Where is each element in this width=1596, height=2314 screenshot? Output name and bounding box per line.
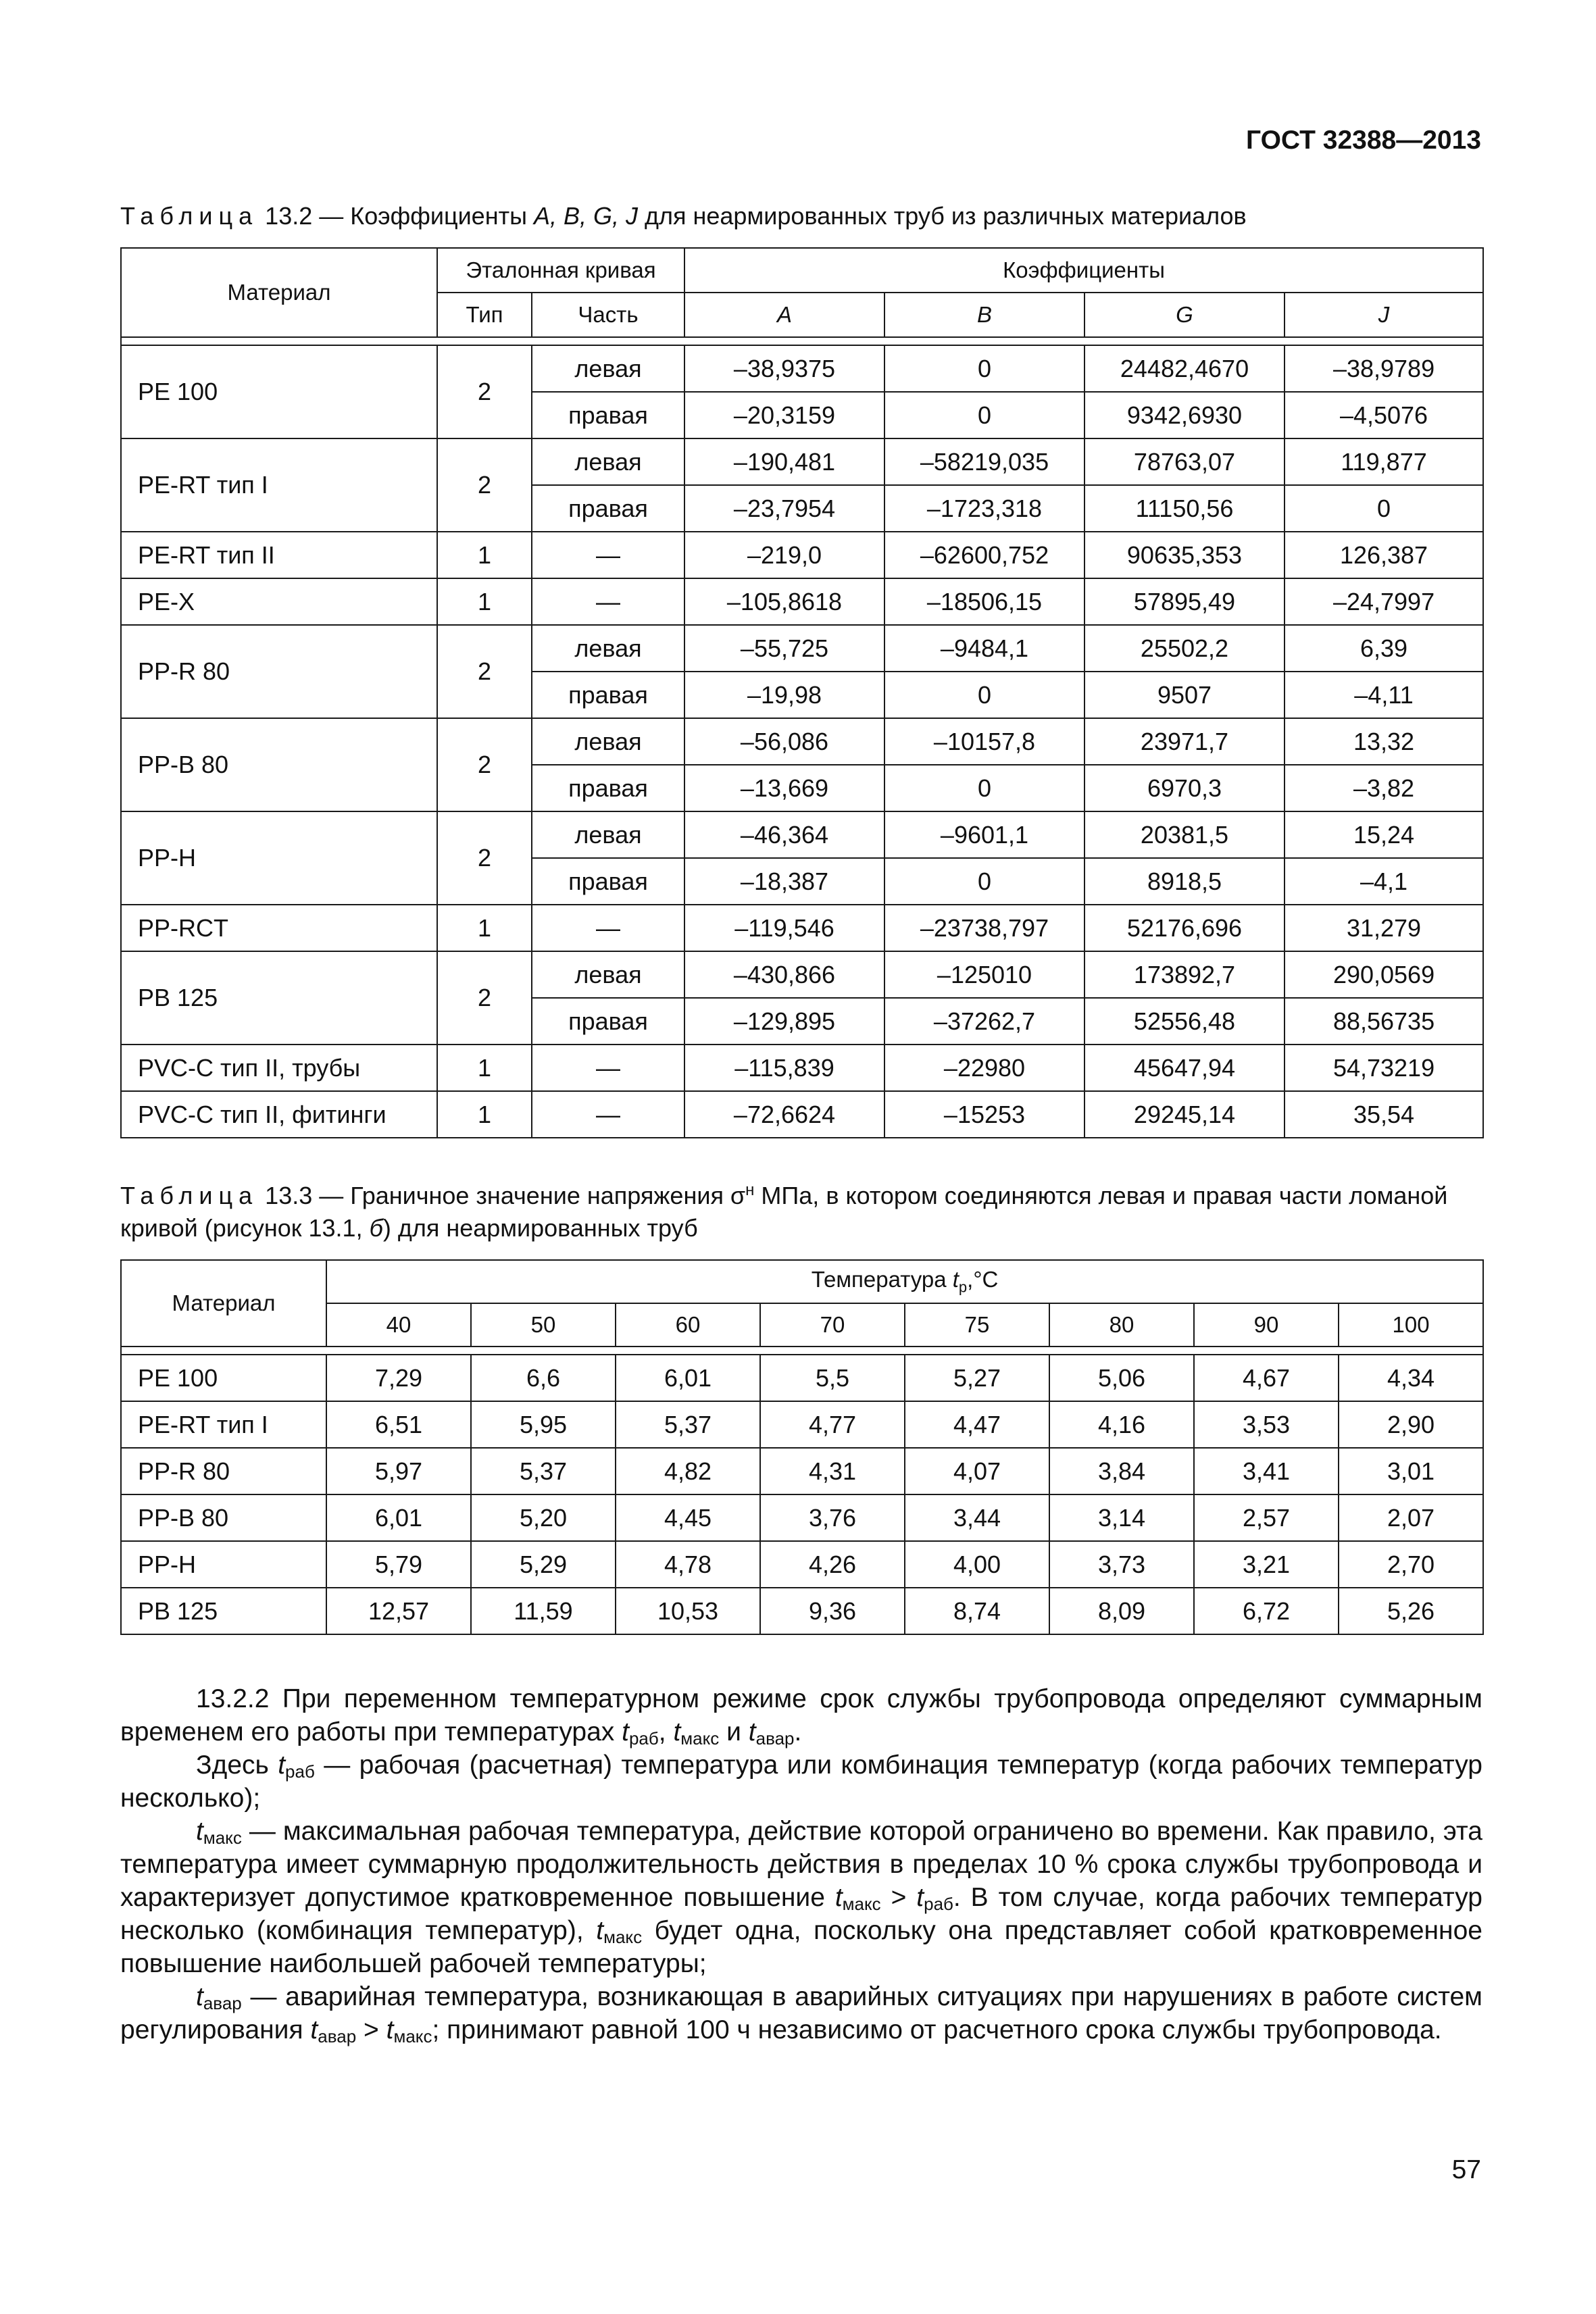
value-cell: 3,41 <box>1194 1448 1339 1494</box>
type-cell: 2 <box>437 438 532 532</box>
caption-tail: для неармированных труб из различных материалов <box>638 202 1247 230</box>
table-row <box>121 578 1483 625</box>
coef-j-cell: 13,32 <box>1285 718 1483 765</box>
caption-text: 13.3 — Граничное значение напряжения σ <box>265 1182 746 1209</box>
header-temperature-sub: р <box>958 1278 968 1296</box>
header-temp-value: 60 <box>616 1303 760 1347</box>
material-cell: PP-B 80 <box>121 1494 326 1541</box>
material-cell: PE-RT тип II <box>121 532 437 578</box>
caption-tail: ) для неармированных труб <box>382 1214 698 1242</box>
value-cell: 6,51 <box>326 1401 471 1448</box>
header-temperature-symbol: t <box>952 1267 959 1292</box>
coef-b-cell: 0 <box>884 858 1084 905</box>
body-text <box>120 1682 1482 2046</box>
coef-j-cell: –24,7997 <box>1285 578 1483 625</box>
header-coefficients: Коэффициенты <box>684 248 1483 293</box>
coef-a-cell: –119,546 <box>684 905 884 951</box>
coef-j-cell: 31,279 <box>1285 905 1483 951</box>
value-cell: 4,26 <box>760 1541 905 1588</box>
coef-j-cell: 15,24 <box>1285 811 1483 858</box>
coef-b-cell: –18506,15 <box>884 578 1084 625</box>
text-run: Здесь <box>196 1751 278 1780</box>
caption-italic: б <box>369 1214 383 1242</box>
coef-b-cell: 0 <box>884 765 1084 811</box>
material-cell: PE 100 <box>121 1355 326 1401</box>
subscript-maks: макс <box>603 1927 643 1947</box>
symbol-t: t <box>622 1717 629 1746</box>
caption-label: Таблица <box>120 202 259 230</box>
value-cell: 2,07 <box>1339 1494 1483 1541</box>
coef-b-cell: 0 <box>884 345 1084 392</box>
coef-b-cell: –23738,797 <box>884 905 1084 951</box>
caption-vars: A, B, G, J <box>533 202 638 230</box>
caption-label: Таблица <box>120 1182 259 1209</box>
coef-a-cell: –105,8618 <box>684 578 884 625</box>
value-cell: 12,57 <box>326 1588 471 1634</box>
part-cell: — <box>532 1045 684 1091</box>
coef-g-cell: 29245,14 <box>1084 1091 1285 1138</box>
coef-b-cell: –22980 <box>884 1045 1084 1091</box>
value-cell: 2,90 <box>1339 1401 1483 1448</box>
value-cell: 3,73 <box>1049 1541 1194 1588</box>
coef-j-cell: –3,82 <box>1285 765 1483 811</box>
material-cell: PE-RT тип I <box>121 438 437 532</box>
type-cell: 1 <box>437 532 532 578</box>
coef-a-cell: –129,895 <box>684 998 884 1045</box>
symbol-t: t <box>386 2015 394 2044</box>
coef-b-cell: –9484,1 <box>884 625 1084 672</box>
coef-j-cell: 290,0569 <box>1285 951 1483 998</box>
coef-j-cell: –38,9789 <box>1285 345 1483 392</box>
part-cell: — <box>532 532 684 578</box>
value-cell: 5,37 <box>471 1448 616 1494</box>
subscript-rab: раб <box>924 1894 953 1914</box>
symbol-t: t <box>748 1717 756 1746</box>
value-cell: 5,97 <box>326 1448 471 1494</box>
coef-a-cell: –13,669 <box>684 765 884 811</box>
text-run: и <box>719 1717 749 1746</box>
part-cell: — <box>532 578 684 625</box>
coef-a-cell: –430,866 <box>684 951 884 998</box>
document-code: ГОСТ 32388—2013 <box>1246 126 1481 155</box>
value-cell: 4,77 <box>760 1401 905 1448</box>
value-cell: 6,72 <box>1194 1588 1339 1634</box>
paragraph-13-2-2 <box>120 1682 1482 1749</box>
coef-g-cell: 57895,49 <box>1084 578 1285 625</box>
paragraph-t-avar <box>120 1980 1482 2046</box>
part-cell: левая <box>532 718 684 765</box>
value-cell: 6,01 <box>326 1494 471 1541</box>
header-type: Тип <box>437 293 532 337</box>
coef-b-cell: –37262,7 <box>884 998 1084 1045</box>
table-row <box>121 625 1483 672</box>
coef-j-cell: 54,73219 <box>1285 1045 1483 1091</box>
caption-sup: н <box>745 1181 755 1199</box>
part-cell: левая <box>532 951 684 998</box>
value-cell: 5,20 <box>471 1494 616 1541</box>
subscript-maks: макс <box>680 1728 720 1749</box>
value-cell: 5,5 <box>760 1355 905 1401</box>
coef-b-cell: –15253 <box>884 1091 1084 1138</box>
table-13-3-caption <box>120 1174 1481 1244</box>
part-cell: — <box>532 905 684 951</box>
value-cell: 2,57 <box>1194 1494 1339 1541</box>
header-temp-value: 90 <box>1194 1303 1339 1347</box>
coefficients-table <box>120 247 1484 1138</box>
material-cell: PP-B 80 <box>121 718 437 811</box>
coef-g-cell: 52556,48 <box>1084 998 1285 1045</box>
value-cell: 7,29 <box>326 1355 471 1401</box>
material-cell: PE-RT тип I <box>121 1401 326 1448</box>
symbol-t: t <box>834 1883 843 1912</box>
coef-a-cell: –19,98 <box>684 672 884 718</box>
value-cell: 5,26 <box>1339 1588 1483 1634</box>
value-cell: 4,16 <box>1049 1401 1194 1448</box>
coef-g-cell: 45647,94 <box>1084 1045 1285 1091</box>
table-row <box>121 345 1483 392</box>
symbol-t: t <box>196 1982 203 2011</box>
subscript-avar: авар <box>318 2026 357 2046</box>
type-cell: 1 <box>437 1091 532 1138</box>
coef-b-cell: –125010 <box>884 951 1084 998</box>
type-cell: 1 <box>437 1045 532 1091</box>
value-cell: 8,09 <box>1049 1588 1194 1634</box>
part-cell: правая <box>532 858 684 905</box>
text-run: ; принимают равной 100 ч независимо от расчетного срока службы трубопровода. <box>432 2015 1442 2044</box>
part-cell: левая <box>532 811 684 858</box>
header-temp-value: 75 <box>905 1303 1049 1347</box>
page-number: 57 <box>1451 2155 1481 2184</box>
coef-a-cell: –38,9375 <box>684 345 884 392</box>
value-cell: 4,67 <box>1194 1355 1339 1401</box>
coef-g-cell: 9507 <box>1084 672 1285 718</box>
coef-j-cell: –4,1 <box>1285 858 1483 905</box>
value-cell: 9,36 <box>760 1588 905 1634</box>
value-cell: 4,47 <box>905 1401 1049 1448</box>
value-cell: 4,78 <box>616 1541 760 1588</box>
coef-a-cell: –20,3159 <box>684 392 884 438</box>
header-b: B <box>884 293 1084 337</box>
material-cell: PP-H <box>121 1541 326 1588</box>
material-cell: PVC-C тип II, фитинги <box>121 1091 437 1138</box>
header-material: Материал <box>121 248 437 337</box>
header-material: Материал <box>121 1260 326 1347</box>
value-cell: 5,27 <box>905 1355 1049 1401</box>
value-cell: 5,79 <box>326 1541 471 1588</box>
value-cell: 3,84 <box>1049 1448 1194 1494</box>
coef-j-cell: 126,387 <box>1285 532 1483 578</box>
part-cell: левая <box>532 345 684 392</box>
value-cell: 4,31 <box>760 1448 905 1494</box>
part-cell: — <box>532 1091 684 1138</box>
coef-j-cell: 0 <box>1285 485 1483 532</box>
table-row <box>121 1541 1483 1588</box>
material-cell: PE-X <box>121 578 437 625</box>
caption-text: 13.2 — Коэффициенты <box>265 202 534 230</box>
coef-g-cell: 23971,7 <box>1084 718 1285 765</box>
text-run: > <box>356 2015 386 2044</box>
table-13-2-caption <box>120 200 1481 232</box>
symbol-t: t <box>916 1883 924 1912</box>
table-row <box>121 1401 1483 1448</box>
value-cell: 5,29 <box>471 1541 616 1588</box>
coef-j-cell: 119,877 <box>1285 438 1483 485</box>
table-row <box>121 1355 1483 1401</box>
coef-a-cell: –55,725 <box>684 625 884 672</box>
table-row <box>121 1045 1483 1091</box>
value-cell: 4,07 <box>905 1448 1049 1494</box>
coef-g-cell: 9342,6930 <box>1084 392 1285 438</box>
part-cell: левая <box>532 438 684 485</box>
part-cell: правая <box>532 765 684 811</box>
subscript-maks: макс <box>842 1894 881 1914</box>
coef-a-cell: –18,387 <box>684 858 884 905</box>
part-cell: правая <box>532 998 684 1045</box>
coef-a-cell: –115,839 <box>684 1045 884 1091</box>
coef-a-cell: –219,0 <box>684 532 884 578</box>
coef-a-cell: –56,086 <box>684 718 884 765</box>
value-cell: 3,14 <box>1049 1494 1194 1541</box>
coef-g-cell: 90635,353 <box>1084 532 1285 578</box>
value-cell: 11,59 <box>471 1588 616 1634</box>
subscript-rab: раб <box>628 1728 659 1749</box>
value-cell: 4,45 <box>616 1494 760 1541</box>
coef-b-cell: –58219,035 <box>884 438 1084 485</box>
coef-b-cell: –10157,8 <box>884 718 1084 765</box>
coef-j-cell: –4,5076 <box>1285 392 1483 438</box>
subscript-maks: макс <box>393 2026 432 2046</box>
stress-limit-table <box>120 1259 1484 1635</box>
material-cell: PVC-C тип II, трубы <box>121 1045 437 1091</box>
part-cell: правая <box>532 672 684 718</box>
paragraph-t-maks <box>120 1815 1482 1980</box>
coef-j-cell: 88,56735 <box>1285 998 1483 1045</box>
coef-j-cell: 6,39 <box>1285 625 1483 672</box>
material-cell: PB 125 <box>121 1588 326 1634</box>
subscript-avar: авар <box>755 1728 795 1749</box>
value-cell: 5,06 <box>1049 1355 1194 1401</box>
value-cell: 5,95 <box>471 1401 616 1448</box>
table-row <box>121 1588 1483 1634</box>
value-cell: 3,01 <box>1339 1448 1483 1494</box>
coef-g-cell: 11150,56 <box>1084 485 1285 532</box>
value-cell: 6,01 <box>616 1355 760 1401</box>
value-cell: 10,53 <box>616 1588 760 1634</box>
material-cell: PB 125 <box>121 951 437 1045</box>
value-cell: 2,70 <box>1339 1541 1483 1588</box>
table-row <box>121 532 1483 578</box>
coef-b-cell: –9601,1 <box>884 811 1084 858</box>
type-cell: 2 <box>437 345 532 438</box>
text-run: — аварийная температура, возникающая в аварийных ситуациях при нарушениях в работе систем регулирования <box>120 1982 1482 2044</box>
header-j: J <box>1285 293 1483 337</box>
table-row <box>121 951 1483 998</box>
coef-a-cell: –23,7954 <box>684 485 884 532</box>
value-cell: 8,74 <box>905 1588 1049 1634</box>
coef-b-cell: 0 <box>884 672 1084 718</box>
header-temp-value: 50 <box>471 1303 616 1347</box>
value-cell: 3,76 <box>760 1494 905 1541</box>
value-cell: 4,82 <box>616 1448 760 1494</box>
subscript-maks: макс <box>203 1828 242 1848</box>
text-run: — рабочая (расчетная) температура или комбинация температур (когда рабочих температур несколько); <box>120 1751 1482 1813</box>
subscript-avar: авар <box>203 1993 242 2013</box>
header-temp-value: 70 <box>760 1303 905 1347</box>
symbol-t: t <box>278 1751 286 1780</box>
coef-g-cell: 24482,4670 <box>1084 345 1285 392</box>
value-cell: 4,34 <box>1339 1355 1483 1401</box>
value-cell: 4,00 <box>905 1541 1049 1588</box>
coef-a-cell: –190,481 <box>684 438 884 485</box>
type-cell: 2 <box>437 811 532 905</box>
coef-g-cell: 52176,696 <box>1084 905 1285 951</box>
table-header-row <box>121 248 1483 293</box>
table-row <box>121 1494 1483 1541</box>
header-temp-value: 40 <box>326 1303 471 1347</box>
text-run: . В том случае, когда рабочих температур несколько (комбинация температур), <box>120 1883 1482 1945</box>
type-cell: 2 <box>437 951 532 1045</box>
material-cell: PP-H <box>121 811 437 905</box>
paragraph-t-rab <box>120 1749 1482 1815</box>
header-temperature-label: Температура <box>811 1267 953 1292</box>
text-run: — максимальная рабочая температура, действие которой ограничено во времени. Как правило, эта температура имеет суммарную продолжительность действия в пределах 10 % срока службы трубопровода и характеризует допустимое кратковременное повышение <box>120 1817 1482 1912</box>
coef-b-cell: –62600,752 <box>884 532 1084 578</box>
type-cell: 2 <box>437 625 532 718</box>
table-header-row <box>121 1260 1483 1303</box>
part-cell: правая <box>532 392 684 438</box>
table-row <box>121 438 1483 485</box>
header-temperature <box>326 1260 1483 1303</box>
material-cell: PP-R 80 <box>121 1448 326 1494</box>
coef-g-cell: 20381,5 <box>1084 811 1285 858</box>
symbol-t: t <box>310 2015 318 2044</box>
value-cell: 3,21 <box>1194 1541 1339 1588</box>
coef-g-cell: 78763,07 <box>1084 438 1285 485</box>
table-row <box>121 718 1483 765</box>
coef-g-cell: 25502,2 <box>1084 625 1285 672</box>
header-part: Часть <box>532 293 684 337</box>
symbol-t: t <box>596 1916 604 1945</box>
material-cell: PP-RCT <box>121 905 437 951</box>
header-temp-value: 100 <box>1339 1303 1483 1347</box>
symbol-t: t <box>196 1817 203 1846</box>
text-run: , <box>658 1717 674 1746</box>
value-cell: 6,6 <box>471 1355 616 1401</box>
material-cell: PP-R 80 <box>121 625 437 718</box>
text-run: 13.2.2 При переменном температурном режиме срок службы трубопровода определяют суммарным временем его работы при температурах <box>120 1684 1482 1746</box>
coef-b-cell: –1723,318 <box>884 485 1084 532</box>
coef-b-cell: 0 <box>884 392 1084 438</box>
header-temperature-unit: ,°С <box>967 1267 999 1292</box>
table-row <box>121 1448 1483 1494</box>
subscript-rab: раб <box>285 1761 315 1782</box>
table-row <box>121 811 1483 858</box>
header-g: G <box>1084 293 1285 337</box>
value-cell: 3,44 <box>905 1494 1049 1541</box>
coef-a-cell: –72,6624 <box>684 1091 884 1138</box>
header-a: A <box>684 293 884 337</box>
table-row <box>121 1091 1483 1138</box>
type-cell: 1 <box>437 578 532 625</box>
coef-g-cell: 8918,5 <box>1084 858 1285 905</box>
part-cell: правая <box>532 485 684 532</box>
coef-j-cell: –4,11 <box>1285 672 1483 718</box>
coef-j-cell: 35,54 <box>1285 1091 1483 1138</box>
header-reference-curve: Эталонная кривая <box>437 248 684 293</box>
text-run: . <box>794 1717 802 1746</box>
caption-text-2: МПа, в котором соединяются левая и правая части ломаной кривой (рисунок 13.1, <box>120 1182 1448 1242</box>
value-cell: 3,53 <box>1194 1401 1339 1448</box>
coef-g-cell: 173892,7 <box>1084 951 1285 998</box>
table-row <box>121 905 1483 951</box>
material-cell: PE 100 <box>121 345 437 438</box>
part-cell: левая <box>532 625 684 672</box>
coef-a-cell: –46,364 <box>684 811 884 858</box>
value-cell: 5,37 <box>616 1401 760 1448</box>
type-cell: 1 <box>437 905 532 951</box>
header-temp-value: 80 <box>1049 1303 1194 1347</box>
symbol-t: t <box>673 1717 681 1746</box>
coef-g-cell: 6970,3 <box>1084 765 1285 811</box>
text-run: > <box>880 1883 917 1912</box>
text-run: будет одна, поскольку она представляет собой кратковременное повышение наибольшей рабочей температуры; <box>120 1916 1482 1978</box>
type-cell: 2 <box>437 718 532 811</box>
